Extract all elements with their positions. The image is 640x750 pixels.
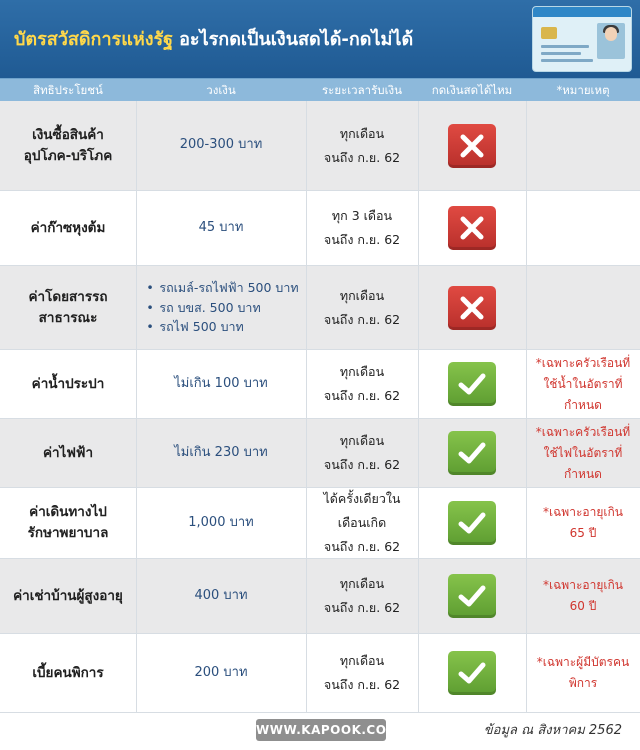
- period-cell: [306, 634, 418, 712]
- text-line: เงินซื้อสินค้า: [32, 126, 104, 143]
- watermark: WWW.KAPOOK.COM: [256, 719, 386, 741]
- note-cell: [526, 559, 640, 633]
- period-cell: [306, 350, 418, 418]
- text-line: จนถึง ก.ย. 62: [323, 232, 401, 247]
- text-line: ค่าน้ำประปา: [31, 375, 105, 392]
- text-line: ค่าก๊าซหุงต้ม: [30, 219, 106, 236]
- text-line: *เฉพาะผู้มีบัตรคน: [536, 655, 630, 669]
- welfare-card-icon: [532, 6, 632, 72]
- table-row: [0, 191, 640, 266]
- column-header-amount: วงเงิน: [206, 83, 236, 97]
- note-cell: [526, 191, 640, 265]
- text-line: ค่าโดยสารรถ: [28, 288, 108, 305]
- text-line: ค่าเดินทางไป: [29, 504, 107, 521]
- text-line: 45 บาท: [198, 219, 244, 235]
- text-line: จนถึง ก.ย. 62: [323, 388, 401, 403]
- amount-cell: [136, 350, 306, 418]
- text-line: เดือนเกิด: [337, 515, 387, 531]
- cash-status-cell: [418, 266, 526, 349]
- text-line: ไม่เกิน 230 บาท: [174, 444, 268, 460]
- red-cross-icon: [448, 286, 496, 330]
- cash-status-cell: [418, 101, 526, 190]
- amount-cell: [136, 419, 306, 487]
- text-line: พิการ: [568, 676, 598, 690]
- benefit-cell: [0, 101, 136, 190]
- text-line: ใช้ไฟในอัตราที่: [543, 445, 623, 460]
- list-item: • รถเมล์-รถไฟฟ้า 500 บาท: [146, 280, 299, 296]
- list-item-text: รถ บขส. 500 บาท: [159, 299, 261, 315]
- text-line: 65 ปี: [569, 526, 597, 540]
- note-cell: [526, 101, 640, 190]
- benefit-cell: [0, 559, 136, 633]
- benefit-cell: [0, 488, 136, 558]
- title-part-1: บัตรสวัสดิการแห่งรัฐ: [14, 29, 174, 50]
- cash-status-cell: [418, 350, 526, 418]
- text-line: *เฉพาะอายุเกิน: [543, 505, 623, 519]
- column-header-note: *หมายเหตุ: [556, 83, 610, 97]
- cash-status-cell: [418, 419, 526, 487]
- benefit-cell: [0, 191, 136, 265]
- text-line: สาธารณะ: [38, 309, 98, 326]
- text-line: เบี้ยคนพิการ: [32, 664, 104, 681]
- text-line: ทุกเดือน: [339, 433, 385, 449]
- red-cross-icon: [448, 124, 496, 168]
- text-line: ใช้น้ำในอัตราที่: [543, 376, 623, 391]
- table-row: [0, 101, 640, 191]
- green-check-icon: [448, 574, 496, 618]
- text-line: 1,000 บาท: [188, 514, 254, 530]
- table-row: [0, 559, 640, 634]
- green-check-icon: [448, 431, 496, 475]
- text-line: ค่าไฟฟ้า: [42, 444, 94, 461]
- text-line: ทุกเดือน: [339, 364, 385, 380]
- cash-status-cell: [418, 559, 526, 633]
- text-line: รักษาพยาบาล: [27, 525, 109, 541]
- amount-cell: [136, 488, 306, 558]
- note-cell: [526, 419, 640, 487]
- list-item-text: รถไฟ 500 บาท: [159, 319, 244, 335]
- table-row: [0, 350, 640, 419]
- period-cell: [306, 419, 418, 487]
- text-line: กำหนด: [564, 397, 602, 412]
- text-line: อุปโภค-บริโภค: [23, 147, 113, 164]
- list-item: • รถ บขส. 500 บาท: [146, 299, 261, 315]
- text-line: กำหนด: [564, 466, 602, 481]
- text-line: จนถึง ก.ย. 62: [323, 538, 401, 554]
- table-row: [0, 488, 640, 559]
- header-banner: [0, 0, 640, 78]
- amount-cell: [136, 266, 306, 349]
- note-cell: [526, 350, 640, 418]
- column-header-period: ระยะเวลารับเงิน: [321, 83, 403, 97]
- column-header-benefit: สิทธิประโยชน์: [33, 83, 103, 97]
- fare-list: [143, 278, 298, 336]
- cash-status-cell: [418, 634, 526, 712]
- text-line: ทุกเดือน: [339, 653, 385, 669]
- column-header-cash: กดเงินสดได้ไหม: [431, 83, 513, 97]
- benefit-cell: [0, 350, 136, 418]
- text-line: ทุกเดือน: [339, 287, 385, 303]
- amount-cell: [136, 634, 306, 712]
- green-check-icon: [448, 501, 496, 545]
- list-item-text: รถเมล์-รถไฟฟ้า 500 บาท: [159, 280, 299, 296]
- period-cell: [306, 101, 418, 190]
- list-item: • รถไฟ 500 บาท: [146, 319, 244, 335]
- amount-cell: [136, 559, 306, 633]
- page-title: [14, 22, 413, 58]
- text-line: จนถึง ก.ย. 62: [323, 600, 401, 615]
- red-cross-icon: [448, 206, 496, 250]
- text-line: *เฉพาะครัวเรือนที่: [535, 355, 631, 370]
- amount-cell: [136, 101, 306, 190]
- cash-status-cell: [418, 488, 526, 558]
- period-cell: [306, 559, 418, 633]
- text-line: 200 บาท: [194, 664, 248, 680]
- text-line: จนถึง ก.ย. 62: [323, 677, 401, 692]
- text-line: ไม่เกิน 100 บาท: [174, 375, 268, 391]
- text-line: จนถึง ก.ย. 62: [323, 149, 401, 165]
- note-cell: [526, 634, 640, 712]
- benefit-cell: [0, 419, 136, 487]
- period-cell: [306, 488, 418, 558]
- benefit-cell: [0, 634, 136, 712]
- amount-cell: [136, 191, 306, 265]
- note-cell: [526, 266, 640, 349]
- title-part-2: อะไรกดเป็นเงินสดได้-กดไม่ได้: [179, 29, 414, 50]
- text-line: ทุก 3 เดือน: [331, 208, 393, 224]
- text-line: ทุกเดือน: [339, 576, 385, 592]
- period-cell: [306, 191, 418, 265]
- green-check-icon: [448, 651, 496, 695]
- data-source-date: ข้อมูล ณ สิงหาคม 2562: [483, 723, 622, 738]
- text-line: 60 ปี: [569, 599, 597, 613]
- table-row: [0, 266, 640, 350]
- footer: [0, 713, 640, 750]
- text-line: ค่าเช่าบ้านผู้สูงอายุ: [13, 587, 123, 604]
- text-line: 400 บาท: [194, 587, 248, 603]
- table-row: [0, 419, 640, 488]
- text-line: จนถึง ก.ย. 62: [323, 311, 401, 327]
- period-cell: [306, 266, 418, 349]
- column-header-row: [0, 78, 640, 102]
- text-line: 200-300 บาท: [179, 137, 263, 153]
- text-line: ได้ครั้งเดียวใน: [323, 491, 401, 507]
- benefit-cell: [0, 266, 136, 349]
- cash-status-cell: [418, 191, 526, 265]
- table-row: [0, 634, 640, 713]
- note-cell: [526, 488, 640, 558]
- text-line: *เฉพาะอายุเกิน: [543, 578, 623, 592]
- text-line: จนถึง ก.ย. 62: [323, 457, 401, 472]
- green-check-icon: [448, 362, 496, 406]
- text-line: *เฉพาะครัวเรือนที่: [535, 424, 631, 439]
- text-line: ทุกเดือน: [339, 125, 385, 141]
